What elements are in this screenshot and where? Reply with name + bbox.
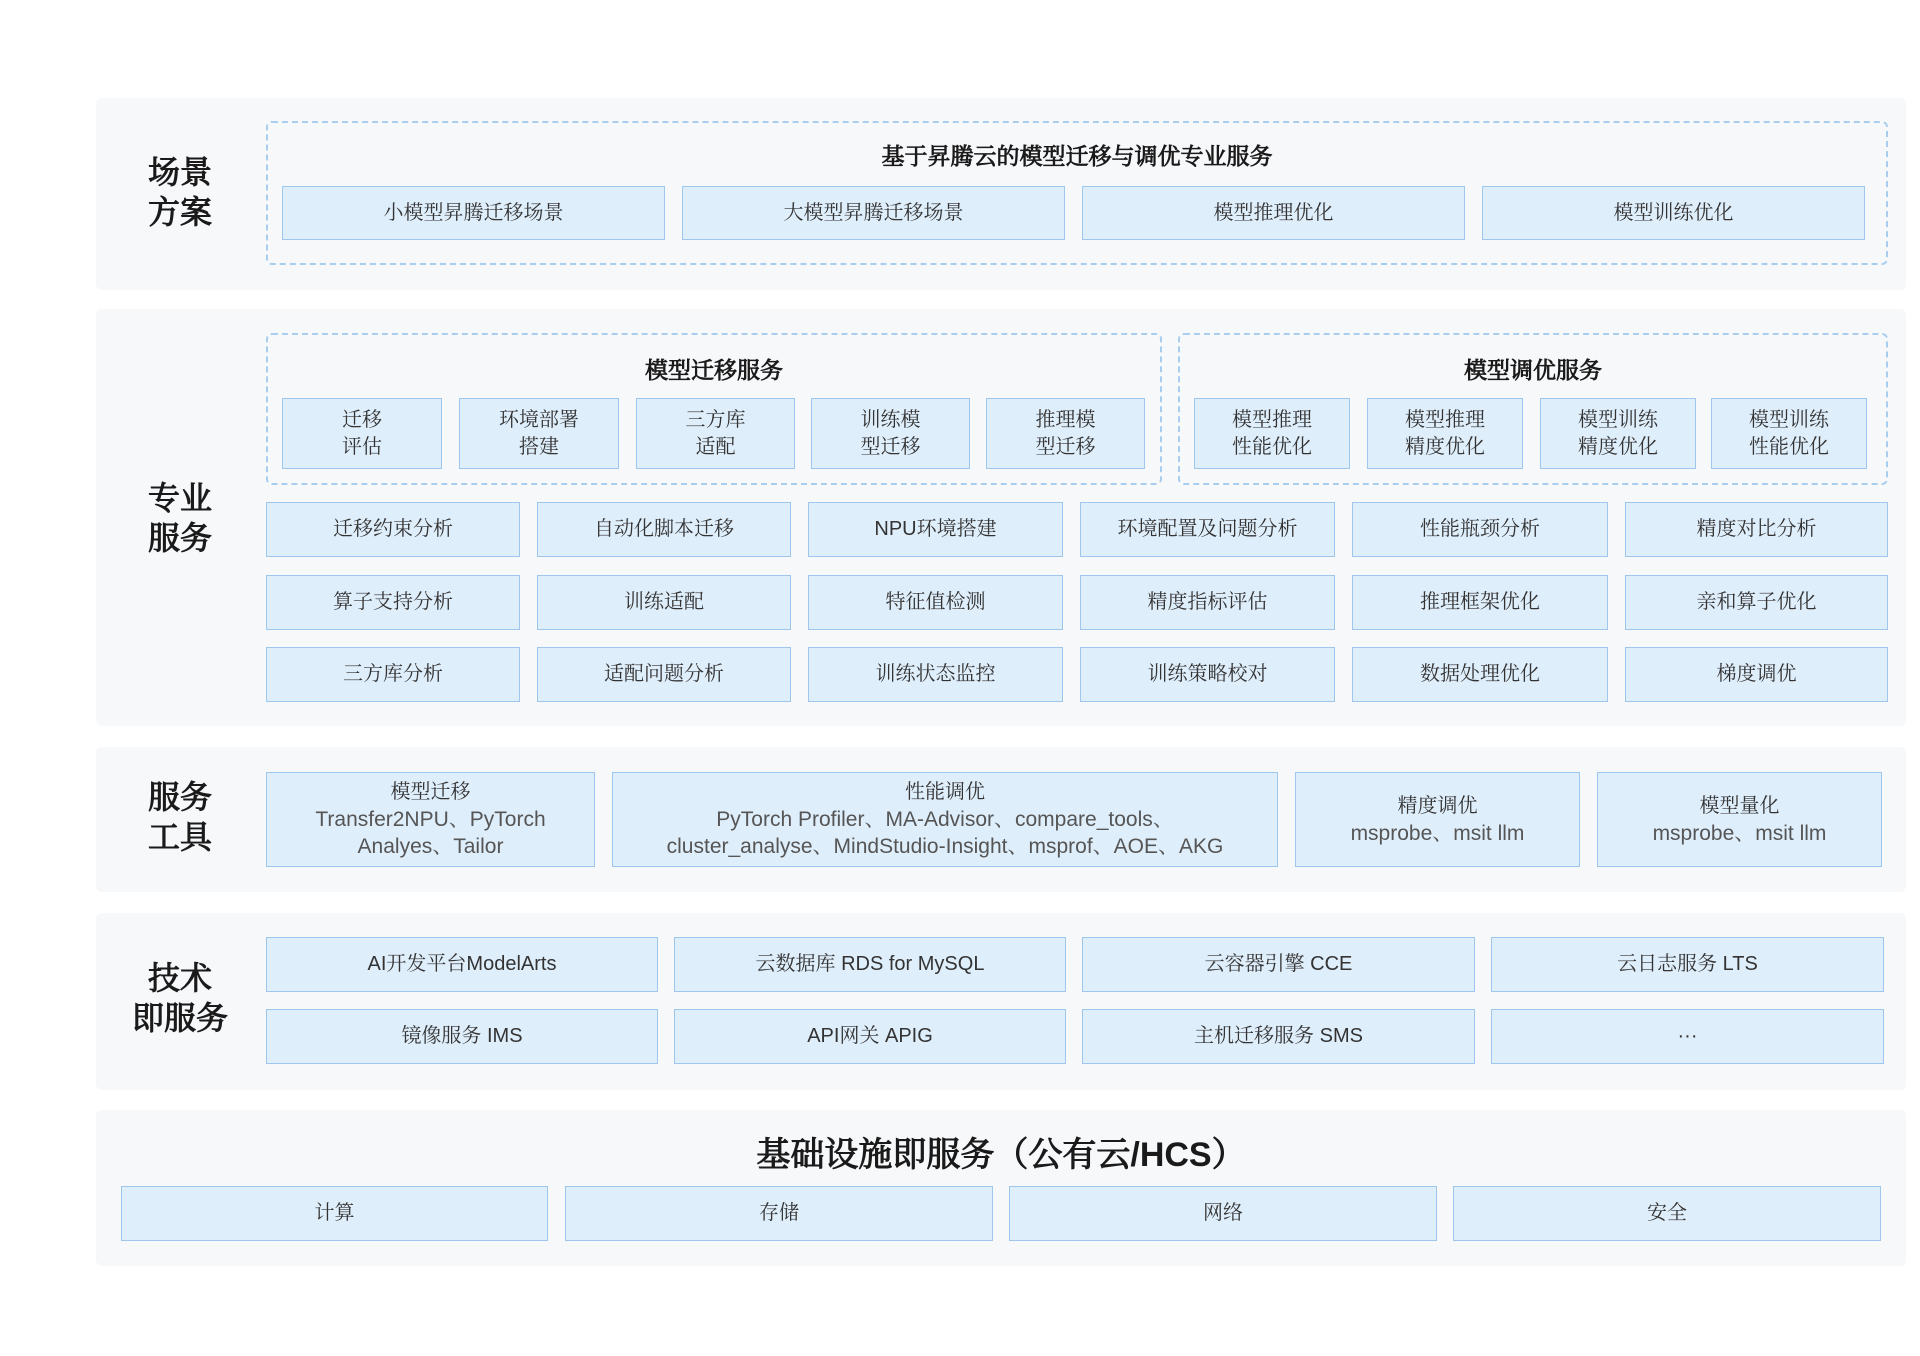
pro-grid-item: 精度对比分析	[1625, 502, 1888, 557]
scene-item: 大模型昇腾迁移场景	[682, 186, 1065, 240]
tuning-item: 模型训练 精度优化	[1540, 398, 1696, 469]
tuning-item: 模型训练 性能优化	[1711, 398, 1867, 469]
scene-label	[130, 152, 230, 232]
tool-quantization	[1597, 772, 1882, 867]
pro-grid-item: 自动化脚本迁移	[537, 502, 791, 557]
tool-performance-tuning	[612, 772, 1278, 867]
tech-item: AI开发平台ModelArts	[266, 937, 658, 992]
tech-item: 云日志服务 LTS	[1491, 937, 1884, 992]
tech-label-line1: 技术	[147, 960, 212, 996]
tool-line: msprobe、msit llm	[1652, 821, 1827, 845]
tool-title: 性能调优	[905, 781, 985, 803]
pro-label-line2: 服务	[147, 520, 212, 556]
migration-item: 推理模 型迁移	[986, 398, 1145, 469]
pro-grid-item: 特征值检测	[808, 575, 1063, 630]
migration-item: 环境部署 搭建	[459, 398, 619, 469]
tech-item: ···	[1491, 1009, 1884, 1064]
infra-item: 存储	[565, 1186, 993, 1241]
pro-label	[130, 478, 230, 558]
tuning-item: 模型推理 精度优化	[1367, 398, 1523, 469]
infra-item: 安全	[1453, 1186, 1881, 1241]
tuning-item: 模型推理 性能优化	[1194, 398, 1350, 469]
migration-title: 模型迁移服务	[645, 357, 783, 383]
infra-item: 网络	[1009, 1186, 1437, 1241]
infra-title: 基础设施即服务（公有云/HCS）	[756, 1136, 1246, 1174]
pro-grid-item: 训练适配	[537, 575, 791, 630]
tool-title: 模型量化	[1699, 794, 1780, 817]
tuning-title: 模型调优服务	[1464, 357, 1602, 383]
tools-label-line1: 服务	[147, 779, 212, 815]
pro-grid-item: 训练策略校对	[1080, 647, 1335, 702]
pro-grid-item: 数据处理优化	[1352, 647, 1608, 702]
tool-line: cluster_analyse、MindStudio-Insight、msprof、AOE、AKG	[666, 835, 1224, 858]
pro-grid-item: 算子支持分析	[266, 575, 520, 630]
tech-item: API网关 APIG	[674, 1009, 1066, 1064]
pro-grid-item: 梯度调优	[1625, 647, 1888, 702]
pro-label-line1: 专业	[147, 480, 212, 516]
pro-grid-item: 亲和算子优化	[1625, 575, 1888, 630]
tool-line: Analyes、Tailor	[357, 835, 504, 858]
migration-item: 迁移 评估	[282, 398, 442, 469]
tech-label-line2: 即服务	[131, 1000, 228, 1036]
pro-grid-item: 三方库分析	[266, 647, 520, 702]
pro-grid-item: 迁移约束分析	[266, 502, 520, 557]
migration-item: 三方库 适配	[636, 398, 795, 469]
infra-item: 计算	[121, 1186, 548, 1241]
pro-grid-item: 适配问题分析	[537, 647, 791, 702]
tech-item: 云容器引擎 CCE	[1082, 937, 1475, 992]
scene-item: 小模型昇腾迁移场景	[282, 186, 665, 240]
scene-label-line1: 场景	[147, 154, 212, 190]
pro-grid-item: 性能瓶颈分析	[1352, 502, 1608, 557]
pro-grid-item: NPU环境搭建	[808, 502, 1063, 557]
tools-label	[130, 777, 230, 857]
tech-item: 云数据库 RDS for MySQL	[674, 937, 1066, 992]
pro-grid-item: 环境配置及问题分析	[1080, 502, 1335, 557]
tool-title: 精度调优	[1397, 794, 1478, 817]
tech-label	[120, 958, 240, 1038]
tool-model-migration	[266, 772, 595, 867]
pro-grid-item: 训练状态监控	[808, 647, 1063, 702]
tool-title: 模型迁移	[390, 781, 471, 803]
scene-title: 基于昇腾云的模型迁移与调优专业服务	[881, 143, 1273, 169]
scene-item: 模型推理优化	[1082, 186, 1465, 240]
tool-precision-tuning	[1295, 772, 1580, 867]
tech-item: 镜像服务 IMS	[266, 1009, 658, 1064]
pro-grid-item: 精度指标评估	[1080, 575, 1335, 630]
pro-grid-item: 推理框架优化	[1352, 575, 1608, 630]
tool-line: msprobe、msit llm	[1350, 821, 1525, 845]
scene-label-line2: 方案	[147, 194, 212, 230]
tool-line: Transfer2NPU、PyTorch	[315, 808, 546, 831]
scene-item: 模型训练优化	[1482, 186, 1865, 240]
migration-item: 训练模 型迁移	[811, 398, 970, 469]
tools-label-line2: 工具	[147, 819, 212, 855]
tech-item: 主机迁移服务 SMS	[1082, 1009, 1475, 1064]
tool-line: PyTorch Profiler、MA-Advisor、compare_tools、	[716, 808, 1174, 831]
